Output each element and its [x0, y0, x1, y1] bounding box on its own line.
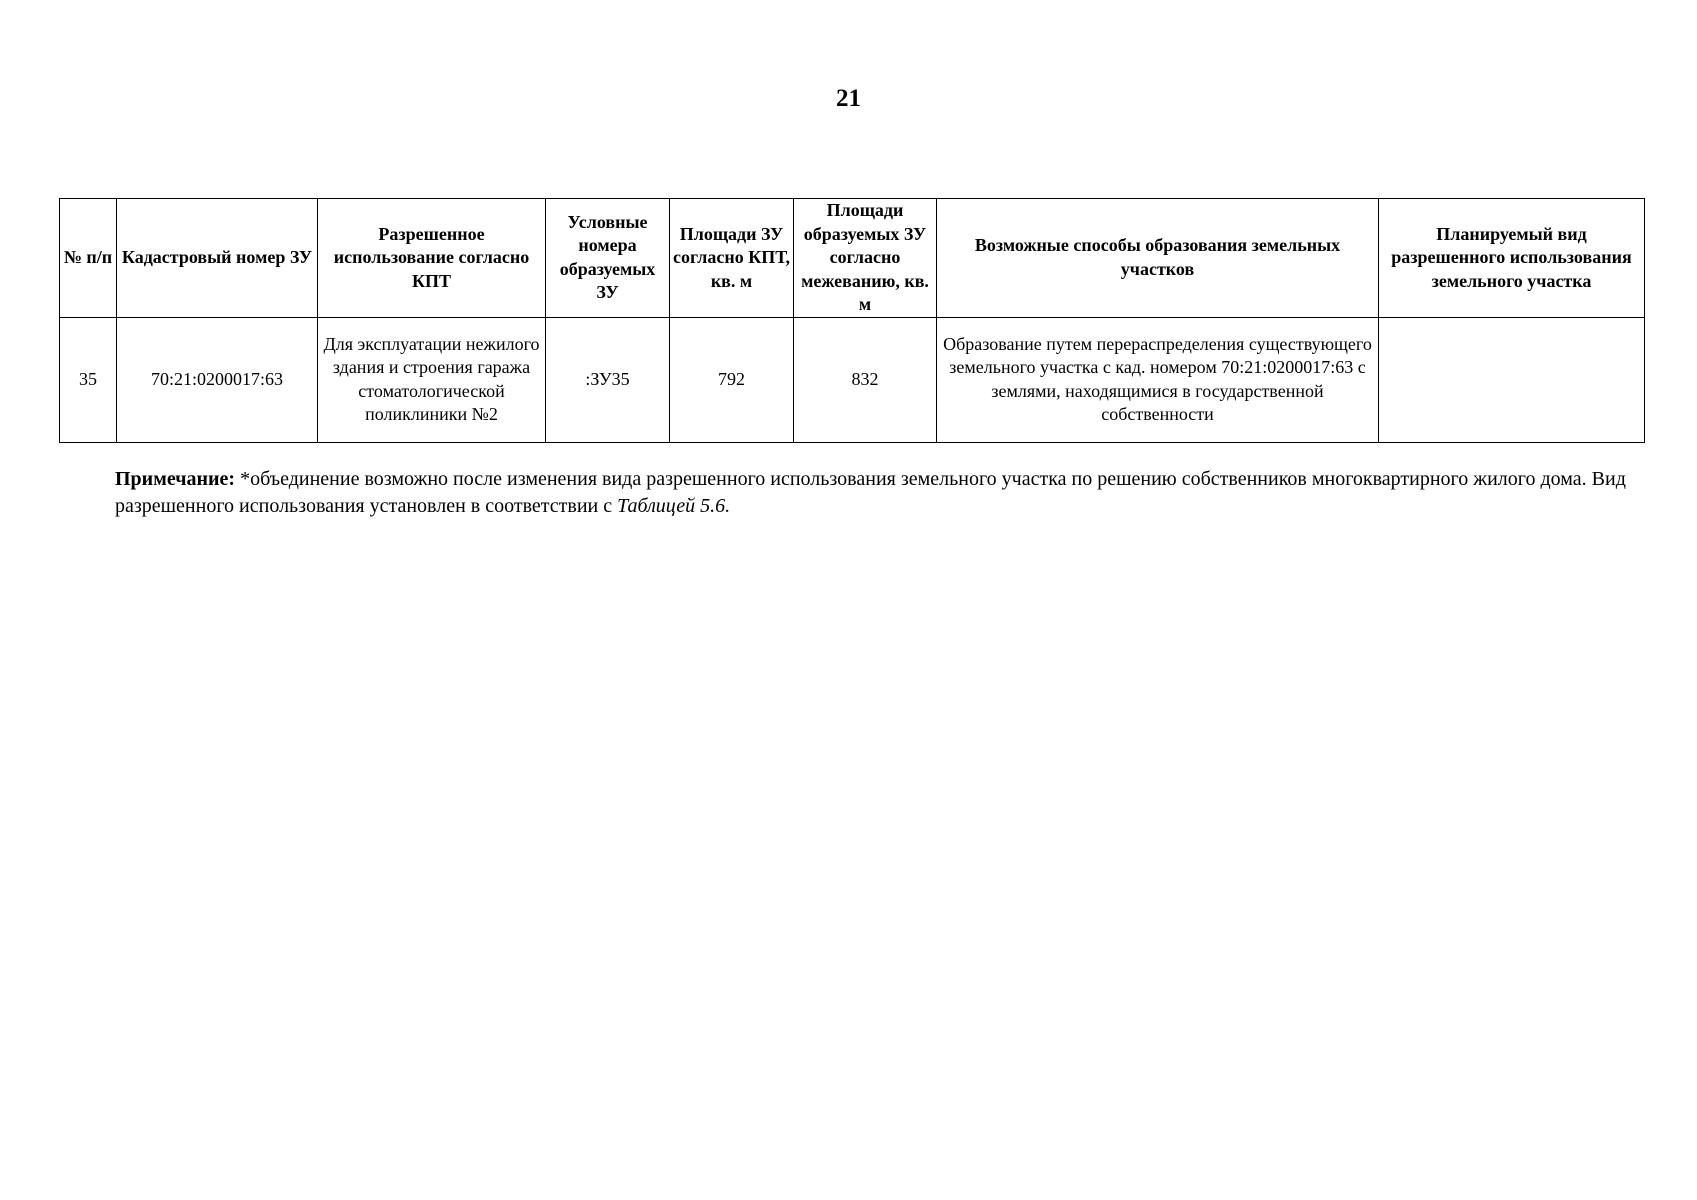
page-number: 21 [836, 85, 861, 112]
table-header-row [60, 199, 1645, 318]
cell-num: 35 [60, 317, 117, 442]
header-area-kpt: Площади ЗУ согласно КПТ, кв. м [670, 199, 794, 318]
header-planned-use: Планируемый вид разрешенного использования земельного участка [1379, 199, 1645, 318]
note-text: *объединение возможно после изменения вида разрешенного использования земельного участка по решению собственников многоквартирного жилого дома. Вид разрешенного использования установлен в соответствии с [115, 468, 1626, 517]
header-conditional-numbers: Условные номера образуемых ЗУ [546, 199, 670, 318]
note-label: Примечание: [115, 468, 236, 490]
header-area-survey: Площади образуемых ЗУ согласно межеванию, кв. м [794, 199, 937, 318]
land-plots-table [59, 198, 1645, 443]
table-row [60, 317, 1645, 442]
header-num: № п/п [60, 199, 117, 318]
header-permitted-use: Разрешенное использование согласно КПТ [318, 199, 546, 318]
header-cadastral-number: Кадастровый номер ЗУ [117, 199, 318, 318]
cell-permitted-use: Для эксплуатации нежилого здания и строения гаража стоматологической поликлиники №2 [318, 317, 546, 442]
cell-planned-use [1379, 317, 1645, 442]
cell-area-kpt: 792 [670, 317, 794, 442]
cell-cadastral-number: 70:21:0200017:63 [117, 317, 318, 442]
cell-conditional-number: :ЗУ35 [546, 317, 670, 442]
note-table-reference: Таблицей 5.6. [617, 495, 731, 517]
cell-formation-method: Образование путем перераспределения существующего земельного участка с кад. номером 70:21:0200017:63 с землями, находящимися в государственной собственности [937, 317, 1379, 442]
note-paragraph [115, 466, 1655, 520]
cell-area-survey: 832 [794, 317, 937, 442]
header-formation-methods: Возможные способы образования земельных участков [937, 199, 1379, 318]
